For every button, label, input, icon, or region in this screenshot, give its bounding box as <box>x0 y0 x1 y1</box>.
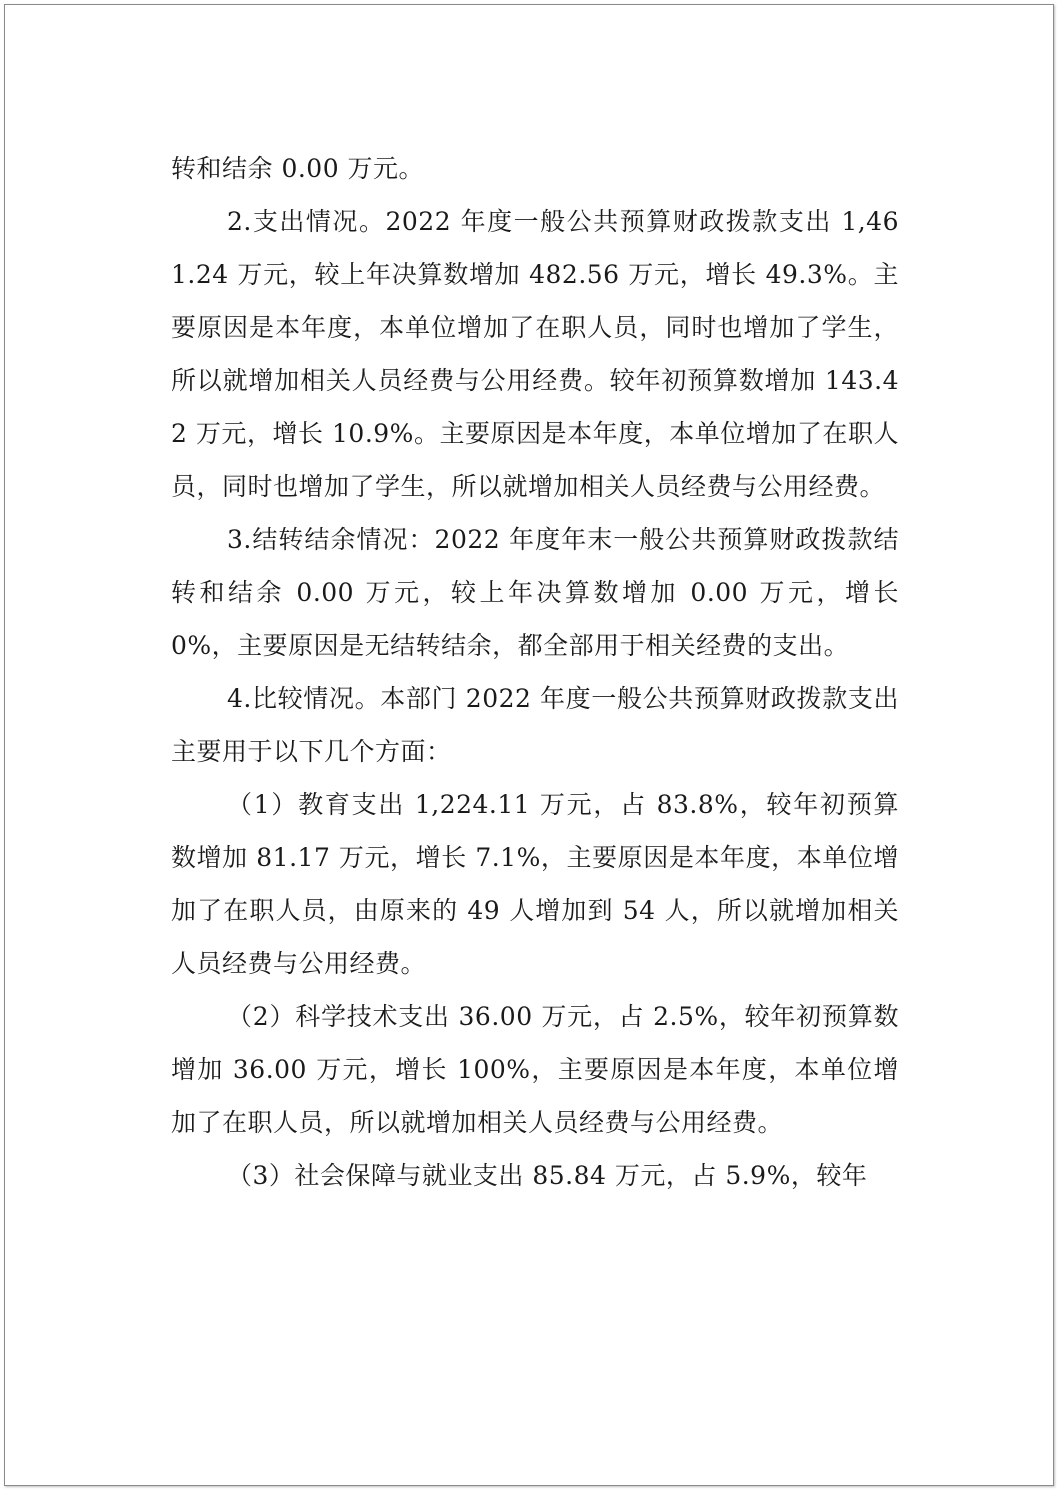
paragraph-expenditure: 2.支出情况。2022 年度一般公共预算财政拨款支出 1,461.24 万元，较上年决算数增加 482.56 万元，增长 49.3%。主要原因是本年度，本单位增加了在职人员，同时也增加了学生，所以就增加相关人员经费与公用经费。较年初预算数增加 143.42 万元，增长 10.9%。主要原因是本年度，本单位增加了在职人员，同时也增加了学生，所以就增加相关人员经费与公用经费。 <box>171 207 899 501</box>
paragraph-education: （1）教育支出 1,224.11 万元，占 83.8%，较年初预算数增加 81.17 万元，增长 7.1%，主要原因是本年度，本单位增加了在职人员，由原来的 49 人增加到 54 人，所以就增加相关人员经费与公用经费。 <box>171 790 899 978</box>
document-body <box>171 142 899 1202</box>
paragraph-comparison: 4.比较情况。本部门 2022 年度一般公共预算财政拨款支出主要用于以下几个方面： <box>171 684 899 766</box>
paragraph-science-technology: （2）科学技术支出 36.00 万元，占 2.5%，较年初预算数增加 36.00 万元，增长 100%，主要原因是本年度，本单位增加了在职人员，所以就增加相关人员经费与公用经费。 <box>171 1002 899 1137</box>
paragraph-social-security: （3）社会保障与就业支出 85.84 万元，占 5.9%，较年 <box>227 1161 868 1190</box>
paragraph-carryover: 转和结余 0.00 万元。 <box>171 154 425 183</box>
document-page <box>4 4 1054 1486</box>
paragraph-carryover-balance: 3.结转结余情况：2022 年度年末一般公共预算财政拨款结转和结余 0.00 万元，较上年决算数增加 0.00 万元，增长 0%，主要原因是无结转结余，都全部用于相关经费的支出。 <box>171 525 899 660</box>
